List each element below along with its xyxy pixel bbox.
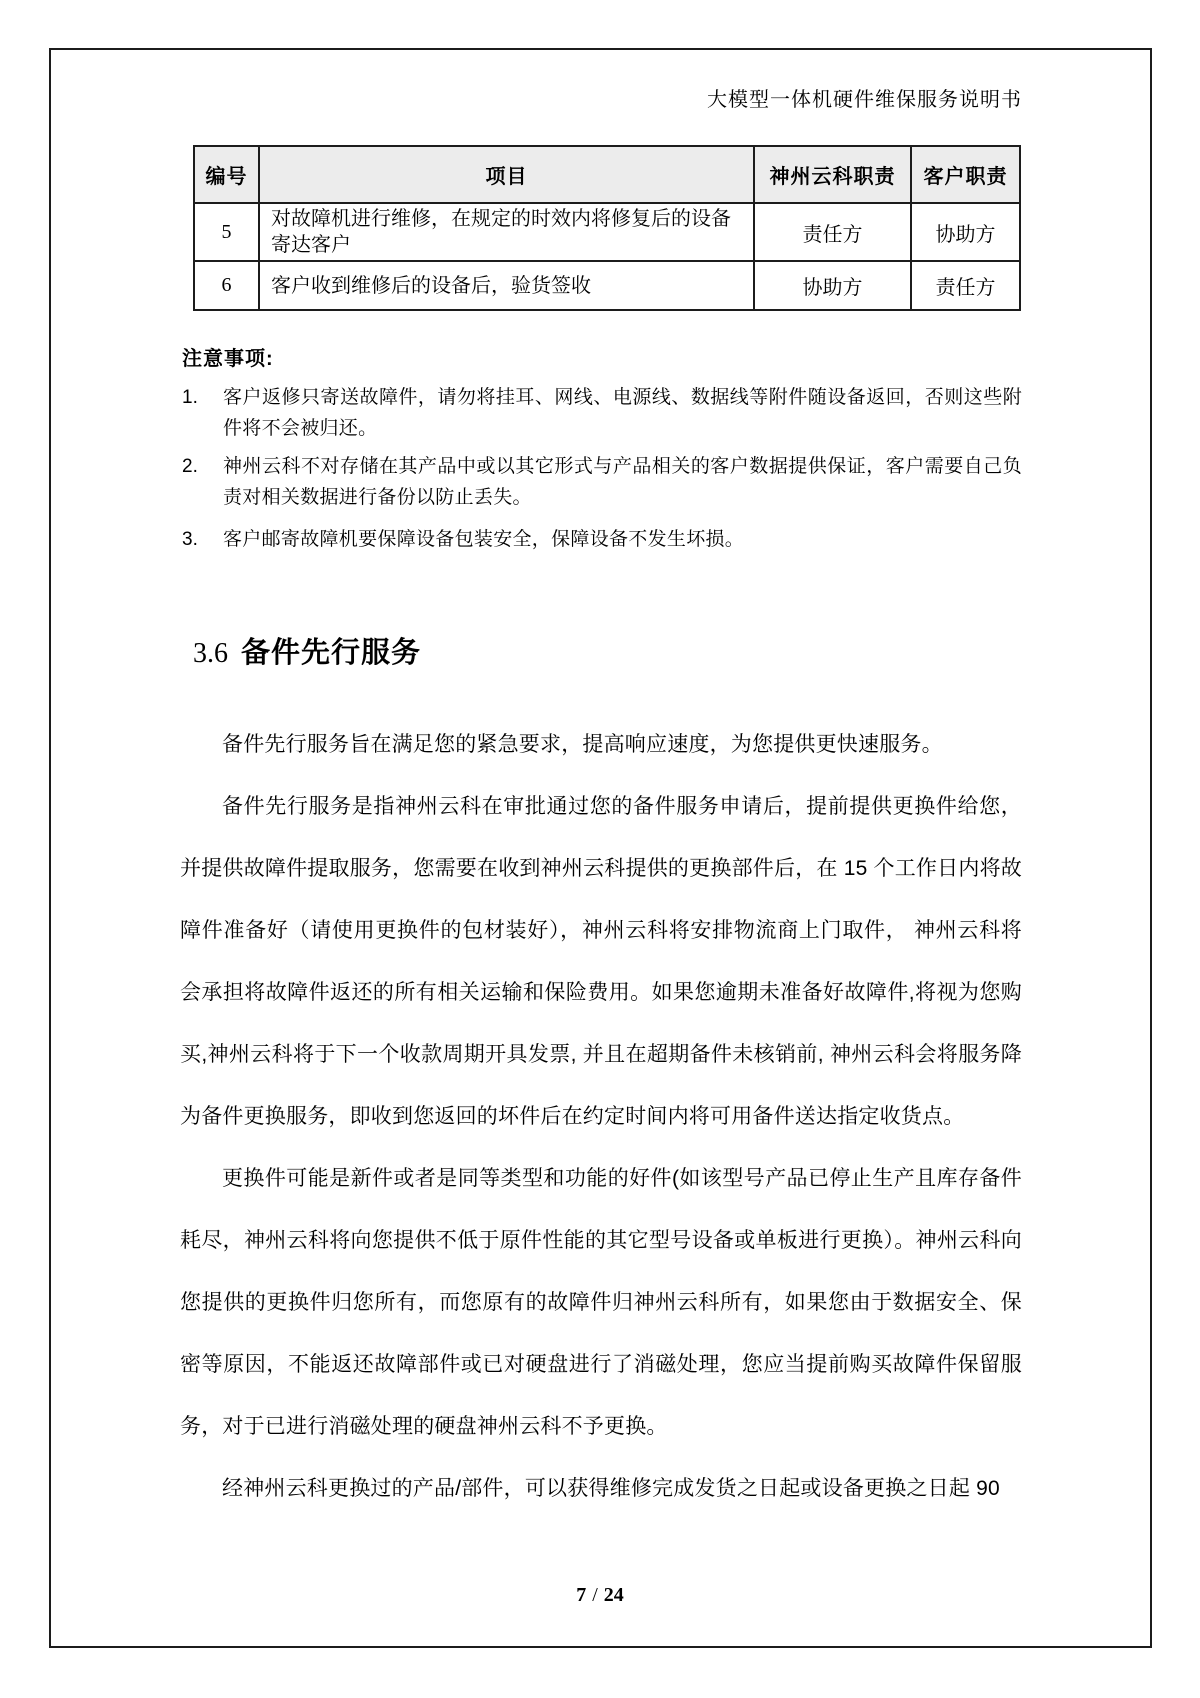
row-number: 6 — [194, 261, 259, 310]
footer-separator: / — [592, 1584, 598, 1606]
column-header-number: 编号 — [194, 146, 259, 203]
table-row — [194, 261, 1020, 310]
body-paragraph: 备件先行服务旨在满足您的紧急要求，提高响应速度，为您提供更快速服务。 — [222, 733, 943, 756]
note-item-text: 客户邮寄故障机要保障设备包装安全，保障设备不发生坏损。 — [223, 529, 745, 550]
row-item-text: 客户收到维修后的设备后，验货签收 — [259, 261, 754, 310]
row-customer-duty: 责任方 — [911, 261, 1020, 310]
section-title: 备件先行服务 — [241, 637, 422, 669]
table-header-row — [194, 146, 1020, 203]
note-item-text: 神州云科不对存储在其产品中或以其它形式与产品相关的客户数据提供保证，客户需要自己负责对相关数据进行备份以防止丢失。 — [223, 456, 1022, 508]
row-customer-duty: 协助方 — [911, 203, 1020, 261]
row-vendor-duty: 协助方 — [754, 261, 911, 310]
section-heading — [193, 630, 421, 671]
note-item-number: 2. — [182, 456, 198, 477]
page-header-title: 大模型一体机硬件维保服务说明书 — [707, 89, 1022, 111]
body-paragraph: 经神州云科更换过的产品/部件，可以获得维修完成发货之日起或设备更换之日起 90 — [222, 1477, 1000, 1500]
note-item — [182, 524, 1022, 555]
column-header-vendor-duty: 神州云科职责 — [754, 146, 911, 203]
section-body — [180, 714, 1022, 1520]
responsibility-table — [193, 145, 1021, 311]
body-paragraph: 备件先行服务是指神州云科在审批通过您的备件服务申请后，提前提供更换件给您，并提供故障件提取服务，您需要在收到神州云科提供的更换部件后，在 15 个工作日内将故障件准备好（请使用更换件的包材装好），神州云科将安排物流商上门取件， 神州云科将会承担将故障件返还的所有相关运输和保险费用。如果您逾期未准备好故障件,将视为您购买,神州云科将于下一个收款周期开具发票, 并且在超期备件未核销前, 神州云科会将服务降为备件更换服务，即收到您返回的坏件后在约定时间内将可用备件送达指定收货点。 — [180, 795, 1022, 1128]
column-header-customer-duty: 客户职责 — [911, 146, 1020, 203]
note-item-text: 客户返修只寄送故障件，请勿将挂耳、网线、电源线、数据线等附件随设备返回，否则这些附件将不会被归还。 — [223, 387, 1022, 439]
row-number: 5 — [194, 203, 259, 261]
section-number: 3.6 — [193, 638, 228, 669]
notes-heading: 注意事项: — [182, 348, 274, 370]
column-header-item: 项目 — [259, 146, 754, 203]
footer-total-pages: 24 — [603, 1584, 624, 1606]
body-paragraph: 更换件可能是新件或者是同等类型和功能的好件(如该型号产品已停止生产且库存备件耗尽，神州云科将向您提供不低于原件性能的其它型号设备或单板进行更换）。神州云科向您提供的更换件归您所有，而您原有的故障件归神州云科所有，如果您由于数据安全、保密等原因，不能返还故障部件或已对硬盘进行了消磁处理，您应当提前购买故障件保留服务，对于已进行消磁处理的硬盘神州云科不予更换。 — [180, 1167, 1022, 1438]
page-footer — [0, 1584, 1200, 1607]
footer-current-page: 7 — [576, 1584, 587, 1606]
table-row — [194, 203, 1020, 261]
row-item-text: 对故障机进行维修，在规定的时效内将修复后的设备寄达客户 — [259, 203, 754, 261]
row-vendor-duty: 责任方 — [754, 203, 911, 261]
note-item-number: 1. — [182, 387, 198, 408]
note-item — [182, 382, 1022, 444]
note-item — [182, 451, 1022, 513]
note-item-number: 3. — [182, 529, 198, 550]
